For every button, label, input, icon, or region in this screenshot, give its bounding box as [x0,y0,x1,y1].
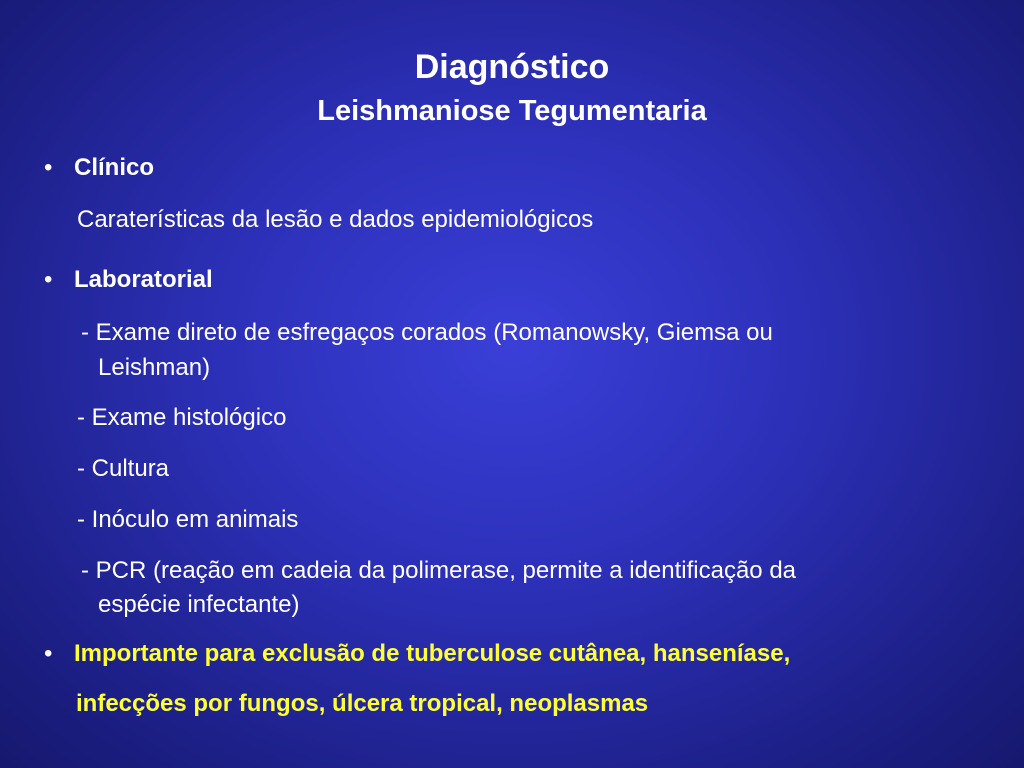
lab-item-pcr-cont: espécie infectante) [98,591,300,618]
importante-line2: infecções por fungos, úlcera tropical, neoplasmas [76,690,649,717]
clinico-detail: Caraterísticas da lesão e dados epidemiológicos [77,206,594,233]
slide-title: Diagnóstico [414,48,610,86]
lab-item-pcr: - PCR (reação em cadeia da polimerase, permite a identificação da [81,557,797,584]
bullet-clinico [44,153,154,183]
slide-subtitle: Leishmaniose Tegumentaria [317,95,707,127]
lab-item-histologico: - Exame histológico [77,404,287,431]
lab-item-cultura: - Cultura [77,455,170,482]
bullet-dot: • [44,154,53,181]
bullet-laboratorial [44,265,213,295]
bullet-dot: • [44,640,53,667]
lab-item-exame-direto-cont: Leishman) [98,354,211,381]
bullet-importante [44,639,790,669]
heading-clinico: Clínico [74,154,155,181]
lab-item-exame-direto: - Exame direto de esfregaços corados (Romanowsky, Giemsa ou [81,319,773,346]
importante-line1: Importante para exclusão de tuberculose cutânea, hanseníase, [74,640,791,667]
lab-item-inoculo: - Inóculo em animais [77,506,299,533]
bullet-dot: • [44,266,53,293]
heading-laboratorial: Laboratorial [74,266,213,293]
